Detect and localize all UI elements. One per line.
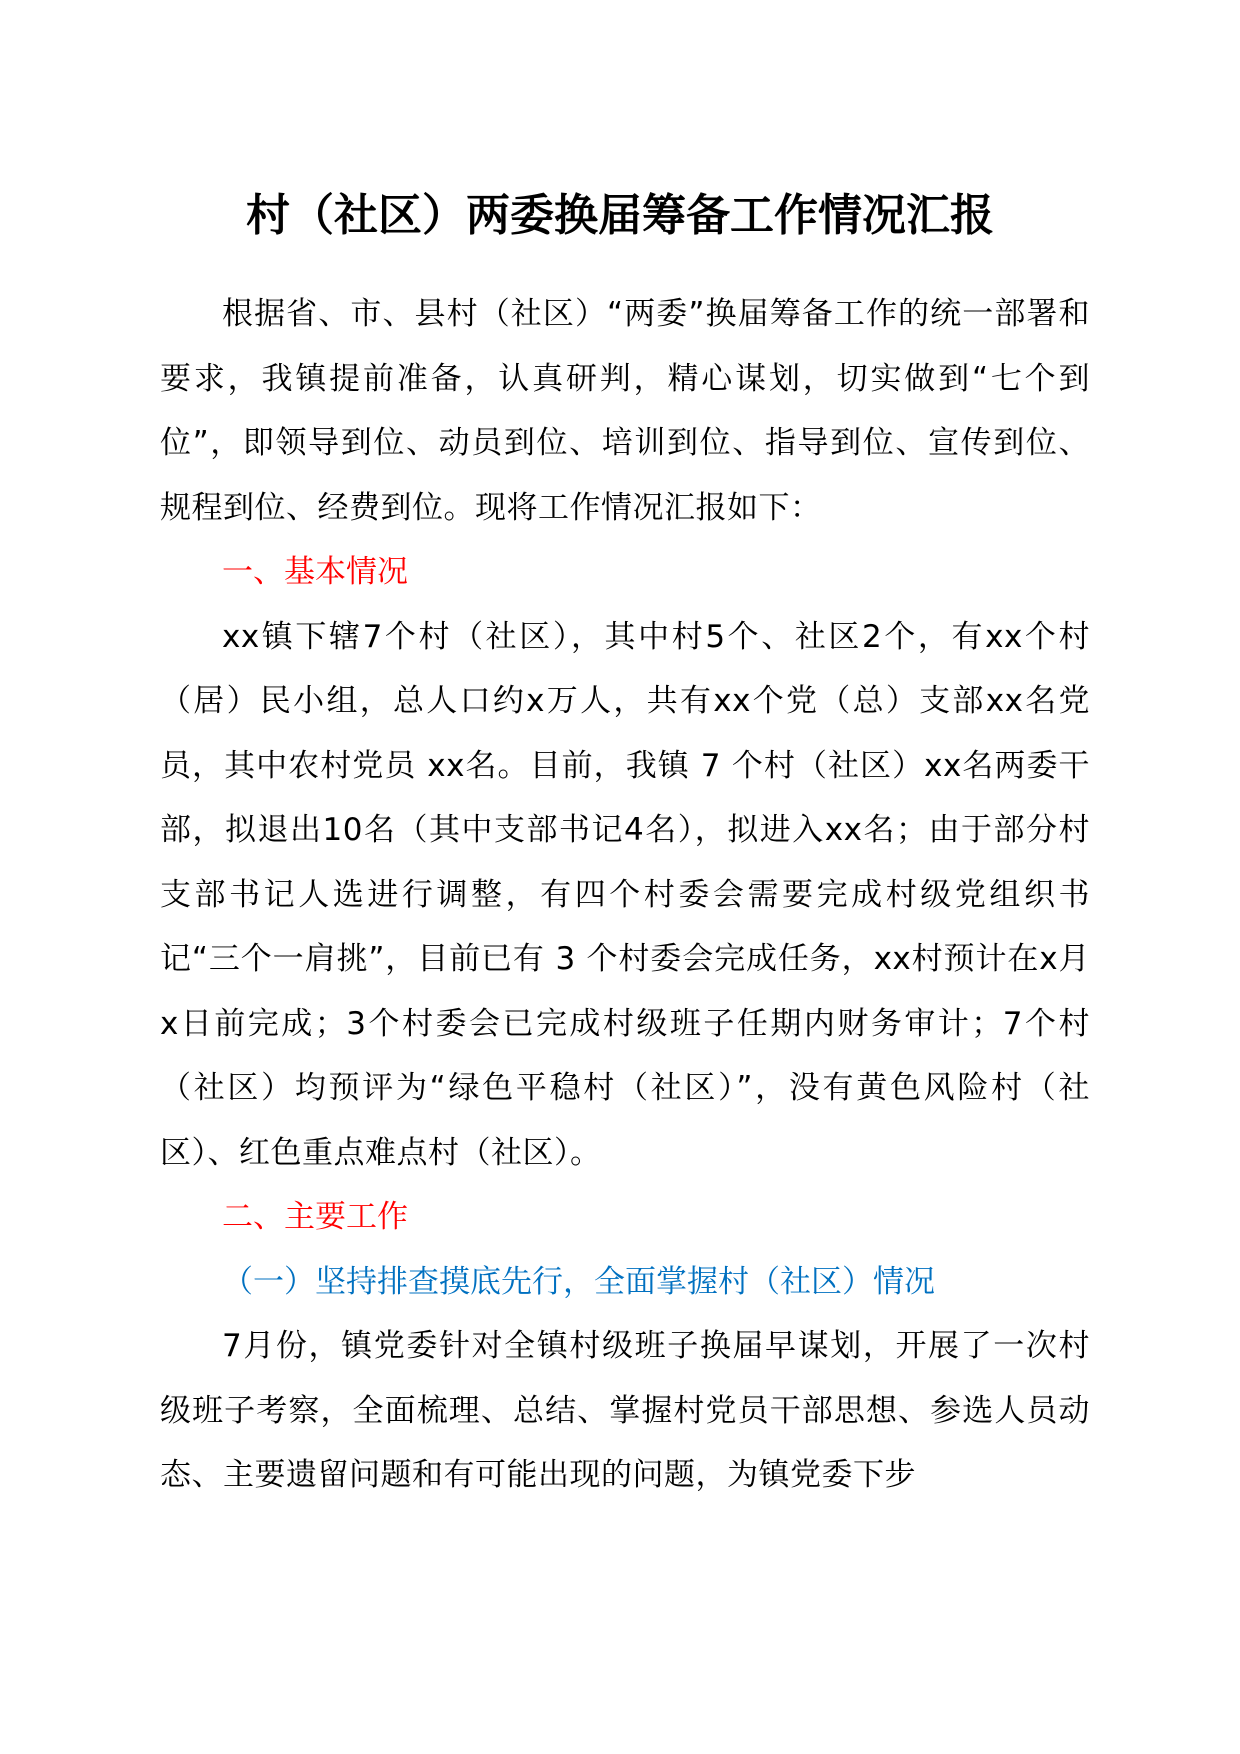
investigation-paragraph: 7月份，镇党委针对全镇村级班子换届早谋划，开展了一次村级班子考察，全面梳理、总结、掌握村党员干部思想、参选人员动态、主要遗留问题和有可能出现的问题，为镇党委下步 <box>160 1328 1090 1493</box>
basic-situation-paragraph: xx镇下辖7个村（社区），其中村5个、社区2个，有xx个村（居）民小组，总人口约x万人，共有xx个党（总）支部xx名党员，其中农村党员 xx名。目前，我镇 7 个村（社区）xx名两委干部，拟退出10名（其中支部书记4名），拟进入xx名；由于部分村支部书记人选进行调整，有四个村委会需要完成村级党组织书记“三个一肩挑”，目前已有 3 个村委会完成任务，xx村预计在x月x日前完成；3个村委会已完成村级班子任期内财务审计；7个村（社区）均预评为“绿色平稳村（社区）”，没有黄色风险村（社区）、红色重点难点村（社区）。 <box>160 618 1090 1171</box>
section-heading-main-work: 二、主要工作 <box>222 1199 408 1235</box>
document-body <box>160 282 1090 1508</box>
section-heading-basic-situation: 一、基本情况 <box>222 554 408 590</box>
intro-paragraph: 根据省、市、县村（社区）“两委”换届筹备工作的统一部署和要求，我镇提前准备，认真研判，精心谋划，切实做到“七个到位”，即领导到位、动员到位、培训到位、指导到位、宣传到位、规程到位、经费到位。现将工作情况汇报如下： <box>160 296 1090 526</box>
document-title: 村（社区）两委换届筹备工作情况汇报 <box>246 190 994 241</box>
subsection-heading-investigation: （一）坚持排查摸底先行，全面掌握村（社区）情况 <box>222 1263 935 1300</box>
